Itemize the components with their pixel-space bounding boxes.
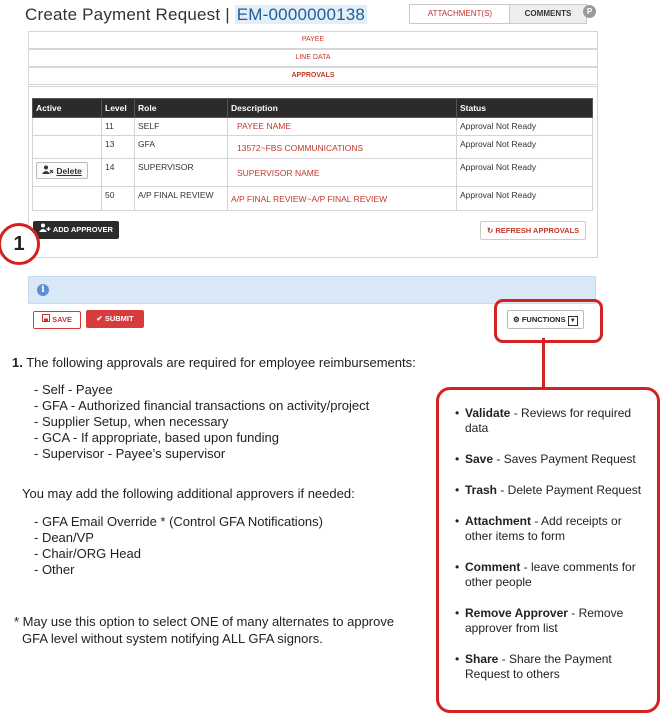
save-icon [42, 315, 52, 324]
col-status: Status [457, 99, 593, 118]
function-name: Share [465, 652, 499, 666]
section-payee[interactable]: PAYEE [28, 31, 598, 49]
list-item: - Self - Payee [34, 382, 113, 397]
function-name: Attachment [465, 514, 532, 528]
add-user-icon [39, 225, 53, 234]
cell-role: SELF [135, 118, 228, 136]
section-approvals[interactable]: APPROVALS [28, 67, 598, 85]
submit-label: SUBMIT [104, 314, 134, 323]
submit-button[interactable] [86, 310, 144, 328]
cell-description: SUPERVISOR NAME [228, 159, 457, 187]
table-row [33, 136, 593, 159]
function-item-share [455, 652, 649, 682]
table-row [33, 187, 593, 211]
function-desc: - Share the Payment Request to others [465, 652, 612, 681]
footnote-line1: * May use this option to select ONE of many alternates to approve [14, 614, 395, 629]
function-item-comment [455, 560, 649, 590]
cell-level: 50 [102, 187, 135, 211]
cell-status: Approval Not Ready [457, 118, 593, 136]
list-item: - GFA - Authorized financial transactions on activity/project [34, 398, 370, 413]
page-title-prefix: Create Payment Request | [25, 5, 235, 24]
request-id: EM-0000000138 [236, 5, 366, 24]
list-item: - Supplier Setup, when necessary [34, 414, 229, 429]
col-description: Description [228, 99, 457, 118]
step-marker: 1 [0, 223, 40, 265]
table-row [33, 118, 593, 136]
list-item: - Chair/ORG Head [34, 546, 141, 561]
list-item: - Dean/VP [34, 530, 94, 545]
page-title [25, 5, 367, 25]
section-line-data[interactable]: LINE DATA [28, 49, 598, 67]
add-approver-button[interactable] [33, 221, 119, 239]
function-item-attachment [455, 514, 649, 544]
cell-role: A/P FINAL REVIEW [135, 187, 228, 211]
col-level: Level [102, 99, 135, 118]
cell-level: 11 [102, 118, 135, 136]
list-item: - Other [34, 562, 75, 577]
intro-text: The following approvals are required for employee reimbursements: [26, 355, 416, 370]
table-row [33, 159, 593, 187]
col-active: Active [33, 99, 102, 118]
function-name: Comment [465, 560, 521, 574]
cell-active [33, 159, 102, 187]
function-name: Validate [465, 406, 511, 420]
step-label: 1. [12, 355, 23, 370]
function-desc: - Saves Payment Request [493, 452, 636, 466]
function-name: Trash [465, 483, 498, 497]
list-item: - GFA Email Override * (Control GFA Notifications) [34, 514, 323, 529]
functions-callout [436, 387, 660, 713]
function-desc: - leave comments for other people [465, 560, 636, 589]
list-item: - Supervisor - Payee’s supervisor [34, 446, 226, 461]
function-item-remove-approver [455, 606, 649, 636]
cell-description: 13572~FBS COMMUNICATIONS [228, 136, 457, 159]
function-item-trash [455, 483, 649, 498]
add-approver-label: ADD APPROVER [52, 225, 113, 234]
function-name: Save [465, 452, 494, 466]
cell-active [33, 118, 102, 136]
additional-approvers-list [34, 514, 323, 578]
function-name: Remove Approver [465, 606, 568, 620]
remove-user-icon [42, 166, 56, 176]
tab-comments[interactable]: COMMENTS [509, 4, 587, 24]
refresh-approvals-label: REFRESH APPROVALS [495, 226, 580, 235]
additional-intro: You may add the following additional approvers if needed: [22, 486, 355, 501]
check-icon: ✔ [96, 314, 103, 323]
col-role: Role [135, 99, 228, 118]
cell-status: Approval Not Ready [457, 136, 593, 159]
list-item: - GCA - If appropriate, based upon funding [34, 430, 279, 445]
save-label: SAVE [52, 315, 72, 324]
functions-label: FUNCTIONS [521, 315, 566, 324]
gears-icon: ⚙ [513, 315, 520, 324]
comments-badge: P [583, 5, 596, 18]
functions-highlight [494, 299, 603, 343]
cell-description: PAYEE NAME [228, 118, 457, 136]
cell-level: 14 [102, 159, 135, 187]
cell-role: GFA [135, 136, 228, 159]
dropdown-icon: ▼ [568, 316, 578, 326]
cell-active [33, 187, 102, 211]
function-desc: - Add receipts or other items to form [465, 514, 622, 543]
cell-level: 13 [102, 136, 135, 159]
function-item-validate [455, 406, 649, 436]
function-desc: - Reviews for required data [465, 406, 632, 435]
footnote-line2: GFA level without system notifying ALL GFA signors. [22, 631, 323, 646]
function-desc: - Remove approver from list [465, 606, 624, 635]
cell-active [33, 136, 102, 159]
required-approvers-list [34, 382, 369, 462]
info-icon: i [37, 284, 49, 296]
delete-approver-button[interactable] [36, 162, 88, 179]
tab-attachments[interactable]: ATTACHMENT(S) [409, 4, 511, 24]
instructions-intro [12, 355, 416, 371]
function-item-save [455, 452, 649, 467]
table-header-row [33, 99, 593, 118]
save-button[interactable] [33, 311, 81, 329]
cell-status: Approval Not Ready [457, 159, 593, 187]
approvals-table [32, 98, 593, 211]
delete-label: Delete [56, 166, 82, 176]
refresh-icon: ↻ [487, 226, 494, 235]
cell-status: Approval Not Ready [457, 187, 593, 211]
cell-role: SUPERVISOR [135, 159, 228, 187]
callout-connector [542, 338, 545, 388]
function-desc: - Delete Payment Request [497, 483, 642, 497]
cell-description: A/P FINAL REVIEW~A/P FINAL REVIEW [228, 187, 457, 211]
functions-list [439, 390, 657, 682]
refresh-approvals-button[interactable] [480, 221, 586, 240]
